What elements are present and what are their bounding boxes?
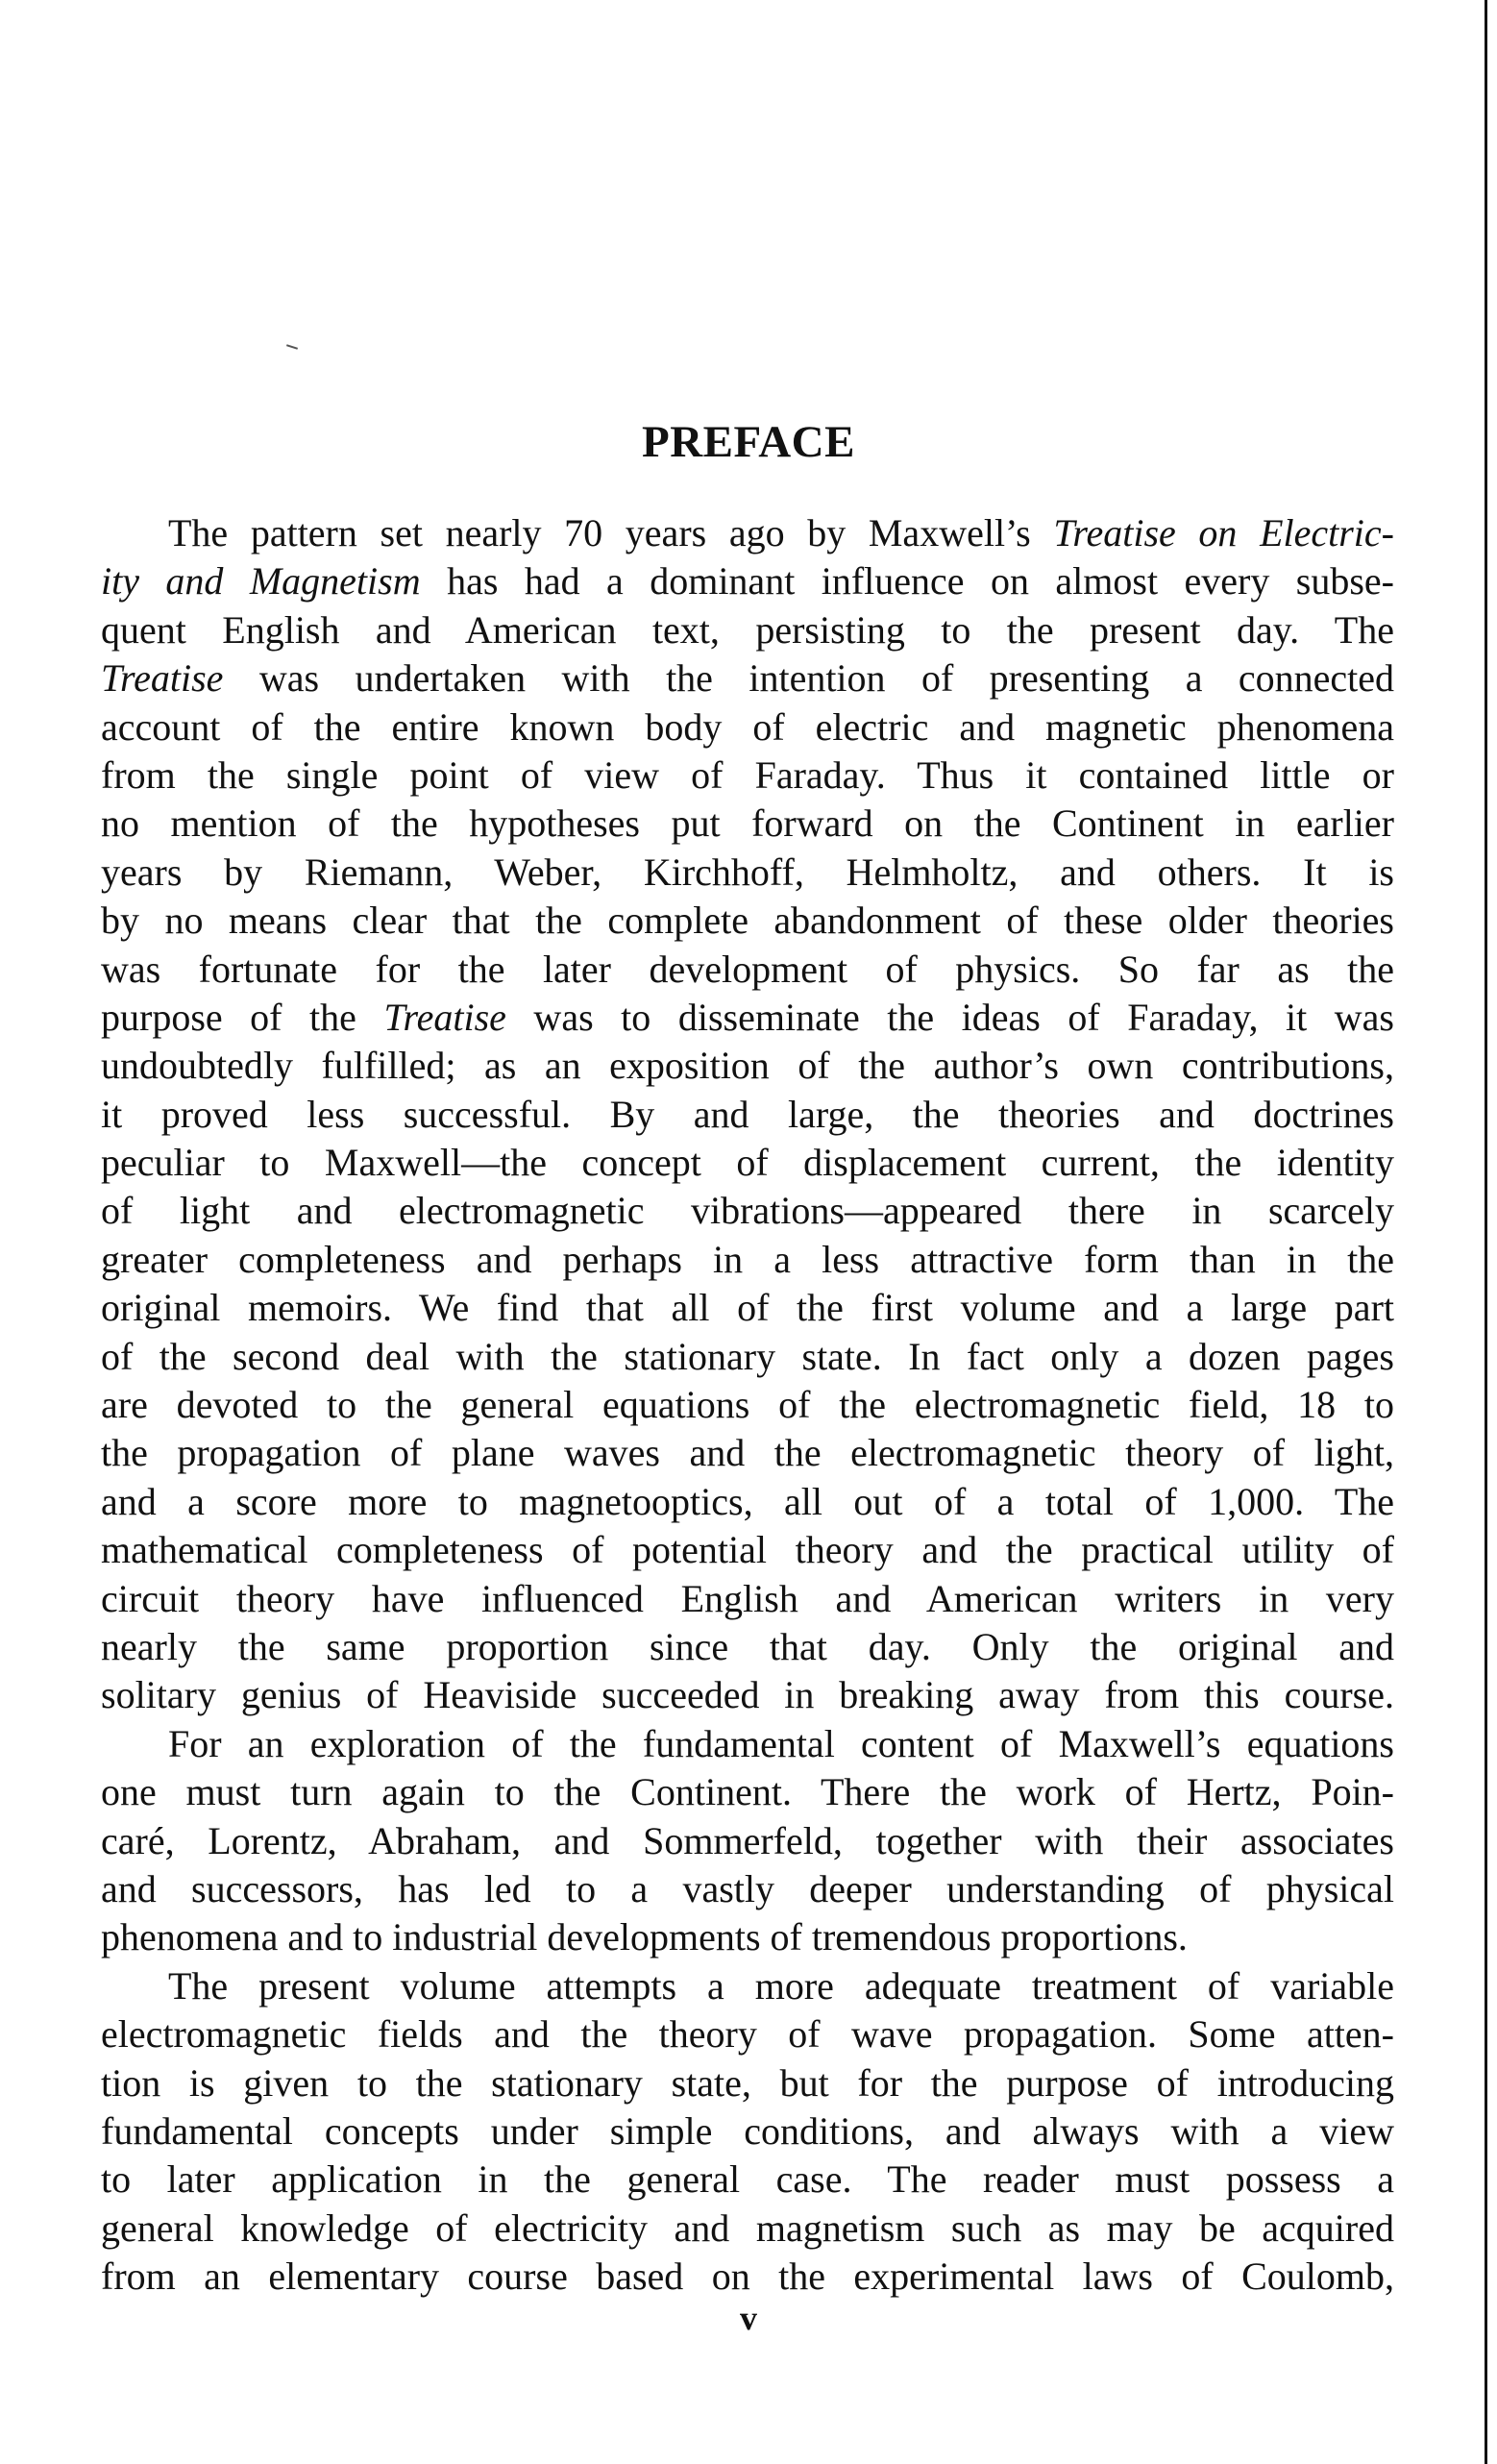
text-segment: was fortunate for the later development of physics. So far as the	[101, 947, 1394, 991]
text-segment: The present volume attempts a more adequate treatment of variable	[168, 1963, 1394, 2008]
text-line	[101, 1381, 1394, 1429]
text-line	[101, 1187, 1394, 1235]
text-line	[101, 2010, 1394, 2058]
page-number: v	[740, 2299, 757, 2337]
text-line	[101, 752, 1394, 800]
text-segment: years by Riemann, Weber, Kirchhoff, Helmholtz, and others. It is	[101, 850, 1394, 894]
text-line	[101, 1962, 1394, 2010]
text-segment: from an elementary course based on the experimental laws of Coulomb,	[101, 2255, 1394, 2299]
text-segment: no mention of the hypotheses put forward on the Continent in earlier	[101, 801, 1394, 846]
italic-text: Treatise	[101, 656, 224, 701]
text-segment: original memoirs. We find that all of the first volume and a large part	[101, 1286, 1394, 1330]
text-line	[101, 2156, 1394, 2204]
text-line	[101, 1575, 1394, 1623]
text-line	[101, 557, 1394, 605]
text-line	[101, 800, 1394, 848]
text-segment: the propagation of plane waves and the electromagnetic theory of light,	[101, 1431, 1394, 1475]
text-segment: general knowledge of electricity and magnetism such as may be acquired	[101, 2205, 1394, 2250]
text-segment: was to disseminate the ideas of Faraday, it was	[505, 995, 1394, 1039]
text-segment: are devoted to the general equations of the electromagnetic field, 18 to	[101, 1383, 1394, 1427]
text-segment: The pattern set nearly 70 years ago by Maxwell’s	[168, 511, 1054, 554]
text-line	[101, 1623, 1394, 1671]
text-line	[101, 1333, 1394, 1381]
text-line	[101, 946, 1394, 994]
text-segment: greater completeness and perhaps in a less attractive form than in the	[101, 1237, 1394, 1281]
text-segment: one must turn again to the Continent. There the work of Hertz, Poin-	[101, 1770, 1394, 1814]
text-segment: of the second deal with the stationary state. In fact only a dozen pages	[101, 1334, 1394, 1378]
text-segment: by no means clear that the complete abandonment of these older theories	[101, 899, 1394, 943]
text-line	[101, 1284, 1394, 1332]
text-line	[101, 849, 1394, 897]
text-segment: and successors, has led to a vastly deeper understanding of physical	[101, 1866, 1394, 1910]
text-segment: and a score more to magnetooptics, all out of a total of 1,000. The	[101, 1479, 1394, 1523]
text-segment: it proved less successful. By and large, the theories and doctrines	[101, 1092, 1394, 1136]
text-segment: tion is given to the stationary state, but for the purpose of introducing	[101, 2060, 1394, 2105]
text-segment: undoubtedly fulfilled; as an exposition of the author’s own contributions,	[101, 1044, 1394, 1088]
text-line	[101, 1091, 1394, 1139]
text-line	[101, 2059, 1394, 2107]
italic-text: ity and Magnetism	[101, 559, 421, 604]
text-segment: circuit theory have influenced English and American writers in very	[101, 1576, 1394, 1620]
text-segment: mathematical completeness of potential theory and the practical utility of	[101, 1528, 1394, 1572]
text-segment: of light and electromagnetic vibrations—appeared there in scarcely	[101, 1189, 1394, 1233]
text-segment: For an exploration of the fundamental content of Maxwell’s equations	[168, 1721, 1394, 1765]
text-segment: purpose of the	[101, 995, 384, 1039]
text-line	[101, 703, 1394, 752]
scan-speck	[286, 344, 298, 350]
text-segment: fundamental concepts under simple conditions, and always with a view	[101, 2108, 1394, 2153]
text-line	[101, 994, 1394, 1042]
text-line	[101, 897, 1394, 945]
italic-text: Treatise	[383, 995, 506, 1039]
text-segment: solitary genius of Heaviside succeeded in breaking away from this course.	[101, 1673, 1394, 1717]
text-segment: from the single point of view of Faraday. Thus it contained little or	[101, 752, 1394, 797]
text-line	[101, 1526, 1394, 1574]
text-line	[101, 1913, 1394, 1961]
text-line	[101, 2253, 1394, 2301]
text-line	[101, 606, 1394, 654]
text-segment: has had a dominant influence on almost every subse-	[420, 559, 1395, 604]
text-segment: was undertaken with the intention of presenting a connected	[223, 656, 1394, 701]
italic-text: Treatise on Electric-	[1053, 511, 1394, 554]
text-line	[101, 1139, 1394, 1187]
text-line	[101, 654, 1394, 702]
text-line	[101, 1671, 1394, 1719]
text-segment: electromagnetic fields and the theory of wave propagation. Some atten-	[101, 2012, 1394, 2057]
text-line	[101, 509, 1394, 557]
text-line	[101, 1865, 1394, 1913]
text-line	[101, 1768, 1394, 1816]
text-line	[101, 2205, 1394, 2253]
page-title: PREFACE	[642, 417, 855, 467]
text-line	[101, 1042, 1394, 1090]
preface-body	[101, 509, 1394, 2301]
text-line	[101, 1478, 1394, 1526]
text-segment: nearly the same proportion since that day. Only the original and	[101, 1624, 1394, 1668]
text-line	[101, 1429, 1394, 1477]
page-edge-line	[1485, 0, 1487, 2464]
text-segment: caré, Lorentz, Abraham, and Sommerfeld, together with their associates	[101, 1818, 1394, 1862]
text-segment: quent English and American text, persisting to the present day. The	[101, 607, 1394, 652]
text-segment: to later application in the general case. The reader must possess a	[101, 2157, 1394, 2202]
text-line	[101, 1236, 1394, 1284]
text-line	[101, 2107, 1394, 2156]
text-segment: peculiar to Maxwell—the concept of displacement current, the identity	[101, 1141, 1394, 1185]
text-segment: phenomena and to industrial developments of tremendous proportions.	[101, 1915, 1188, 1959]
text-segment: account of the entire known body of electric and magnetic phenomena	[101, 704, 1394, 749]
text-line	[101, 1720, 1394, 1768]
text-line	[101, 1817, 1394, 1865]
